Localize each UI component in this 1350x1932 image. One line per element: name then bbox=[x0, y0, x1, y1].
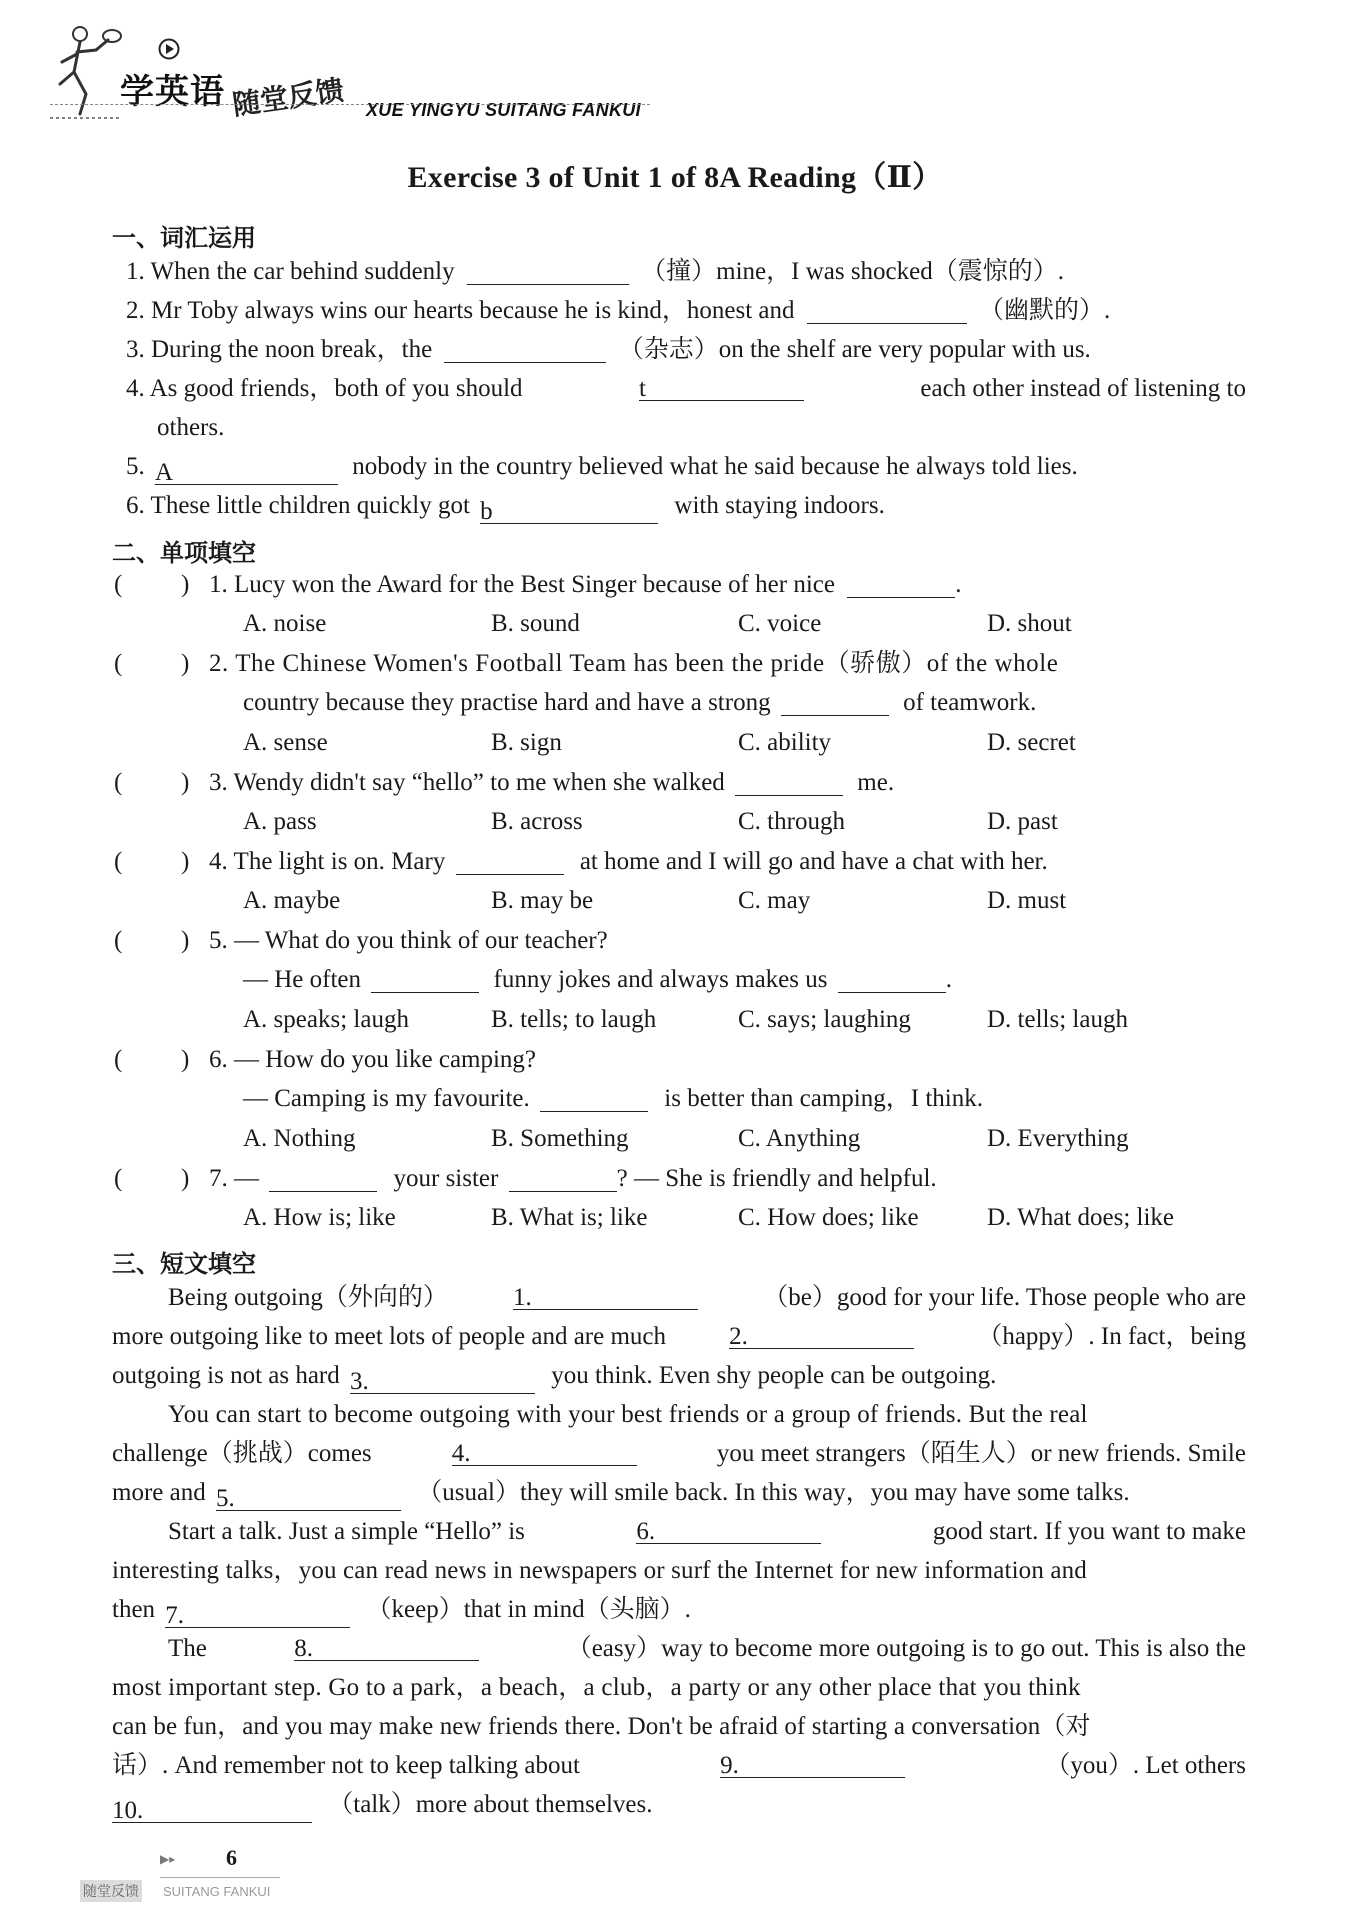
answer-paren-open: ( bbox=[114, 650, 123, 677]
brand-pinyin: XUE YINGYU SUITANG FANKUI bbox=[366, 100, 641, 120]
answer-blank[interactable] bbox=[444, 336, 606, 363]
option-d[interactable]: D. shout bbox=[987, 610, 1072, 637]
mc-question-6: 6. — How do you like camping? bbox=[209, 1046, 537, 1073]
section-heading-vocab: 一、词汇运用 bbox=[112, 224, 256, 252]
passage-text: then bbox=[112, 1596, 156, 1623]
option-c[interactable]: C. through bbox=[738, 808, 845, 835]
vocab-question-5 bbox=[126, 452, 1078, 485]
question-text: 3. During the noon break，the bbox=[126, 336, 433, 363]
passage-text: you meet strangers（陌生人）or new friends. Smile bbox=[716, 1440, 1246, 1467]
question-text: ? — She is friendly and helpful. bbox=[616, 1165, 937, 1192]
question-text: 2. Mr Toby always wins our hearts because he is kind，honest and bbox=[126, 297, 795, 324]
passage-blank-3[interactable] bbox=[350, 1367, 535, 1394]
blank-number: 6. bbox=[636, 1518, 656, 1545]
answer-blank[interactable] bbox=[467, 258, 629, 285]
passage-text: （talk）more about themselves. bbox=[328, 1791, 653, 1818]
question-text: 5. bbox=[126, 453, 145, 480]
option-b[interactable]: B. may be bbox=[491, 887, 594, 914]
page-number: 6 bbox=[226, 1845, 237, 1870]
answer-paren-open: ( bbox=[114, 1165, 123, 1192]
answer-blank[interactable] bbox=[847, 571, 955, 598]
question-text: （杂志）on the shelf are very popular with us. bbox=[618, 336, 1091, 363]
answer-paren-close: ) bbox=[181, 571, 190, 598]
answer-blank[interactable] bbox=[269, 1165, 377, 1192]
passage-text: （usual）they will smile back. In this way，you may have some talks. bbox=[417, 1479, 1130, 1506]
vocab-question-6 bbox=[126, 491, 885, 524]
mc-question-5-continued bbox=[243, 965, 952, 995]
question-text: nobody in the country believed what he said because he always told lies. bbox=[352, 453, 1078, 480]
answer-blank[interactable] bbox=[838, 966, 946, 993]
passage-text: （you）. Let others bbox=[1045, 1752, 1246, 1779]
passage-line bbox=[112, 1790, 652, 1823]
blank-number: 5. bbox=[215, 1485, 235, 1512]
mc-question-2: 2. The Chinese Women's Football Team has been the pride（骄傲）of the whole bbox=[209, 650, 1059, 677]
question-text: 3. Wendy didn't say “hello” to me when she walked bbox=[209, 769, 725, 796]
answer-blank[interactable] bbox=[735, 769, 843, 796]
passage-text: outgoing is not as hard bbox=[112, 1362, 340, 1389]
passage-text: （easy）way to become more outgoing is to go out. This is also the bbox=[566, 1635, 1246, 1662]
question-text: 1. Lucy won the Award for the Best Singer because of her nice bbox=[209, 571, 835, 598]
option-c[interactable]: C. Anything bbox=[738, 1125, 861, 1152]
footer-divider bbox=[160, 1877, 280, 1878]
passage-blank-8[interactable] bbox=[294, 1634, 479, 1661]
option-c[interactable]: C. voice bbox=[738, 610, 822, 637]
brand-title: 学英语 bbox=[120, 72, 225, 112]
brand-subtitle: 随堂反馈 bbox=[230, 73, 346, 122]
passage-text: Being outgoing（外向的） bbox=[168, 1284, 448, 1311]
answer-paren-close: ) bbox=[181, 650, 190, 677]
passage-blank-7[interactable] bbox=[165, 1601, 350, 1628]
option-d[interactable]: D. must bbox=[987, 887, 1067, 914]
passage-line: interesting talks，you can read news in newspapers or surf the Internet for new information and bbox=[112, 1557, 1087, 1584]
passage-line: most important step. Go to a park，a beach，a club，a party or any other place that you think bbox=[112, 1674, 1081, 1701]
question-text: 7. — bbox=[209, 1165, 259, 1192]
answer-blank[interactable] bbox=[807, 297, 967, 324]
answer-paren-close: ) bbox=[181, 927, 190, 954]
passage-blank-9[interactable] bbox=[720, 1751, 905, 1778]
header-banner bbox=[50, 18, 670, 128]
question-text: . bbox=[945, 966, 952, 993]
question-text: — Camping is my favourite. bbox=[243, 1085, 530, 1112]
vocab-question-3 bbox=[126, 335, 1091, 365]
mc-question-3 bbox=[209, 768, 894, 798]
blank-number: 9. bbox=[720, 1752, 739, 1779]
question-text: 4. The light is on. Mary bbox=[209, 848, 446, 875]
option-b[interactable]: B. What is; like bbox=[491, 1204, 648, 1231]
passage-text: you think. Even shy people can be outgoing. bbox=[551, 1362, 997, 1389]
blank-number: 4. bbox=[451, 1440, 471, 1467]
passage-text: 话）. And remember not to keep talking about bbox=[112, 1752, 580, 1779]
passage-text: （happy）. In fact，being bbox=[977, 1323, 1246, 1350]
blank-number: 7. bbox=[165, 1602, 185, 1629]
option-c[interactable]: C. How does; like bbox=[738, 1204, 919, 1231]
option-a[interactable]: A. speaks; laugh bbox=[243, 1006, 409, 1033]
question-text: （幽默的）. bbox=[979, 297, 1111, 324]
question-text: funny jokes and always makes us bbox=[493, 966, 828, 993]
mc-question-4 bbox=[209, 847, 1048, 877]
passage-blank-6[interactable] bbox=[636, 1517, 821, 1544]
passage-line bbox=[168, 1283, 1246, 1313]
option-a[interactable]: A. pass bbox=[243, 808, 317, 835]
answer-blank[interactable] bbox=[371, 966, 479, 993]
question-text: each other instead of listening to bbox=[920, 375, 1246, 402]
vocab-question-2 bbox=[126, 296, 1110, 326]
passage-line bbox=[112, 1322, 1246, 1352]
answer-paren-open: ( bbox=[114, 1046, 123, 1073]
runner-icon bbox=[50, 22, 130, 122]
blank-number: 1. bbox=[513, 1284, 532, 1311]
passage-text: more outgoing like to meet lots of people and are much bbox=[112, 1323, 667, 1350]
passage-blank-10[interactable] bbox=[112, 1796, 312, 1823]
answer-blank[interactable] bbox=[155, 458, 338, 485]
question-text: is better than camping，I think. bbox=[664, 1085, 983, 1112]
blank-number: 10. bbox=[112, 1797, 144, 1824]
passage-line bbox=[112, 1361, 996, 1394]
mc-question-2-continued bbox=[243, 688, 1036, 718]
question-text: your sister bbox=[393, 1165, 499, 1192]
question-text: — He often bbox=[243, 966, 362, 993]
passage-blank-1[interactable] bbox=[513, 1283, 698, 1310]
first-letter-hint: t bbox=[638, 375, 646, 402]
option-d[interactable]: D. What does; like bbox=[987, 1204, 1174, 1231]
option-b[interactable]: B. Something bbox=[491, 1125, 629, 1152]
passage-line bbox=[112, 1751, 1246, 1781]
question-text: . bbox=[955, 571, 962, 598]
answer-paren-close: ) bbox=[181, 769, 190, 796]
play-icon bbox=[158, 38, 180, 60]
passage-line bbox=[112, 1478, 1130, 1511]
answer-paren-close: ) bbox=[181, 1046, 190, 1073]
question-text: 1. When the car behind suddenly bbox=[126, 258, 455, 285]
passage-line bbox=[112, 1439, 1246, 1469]
answer-paren-open: ( bbox=[114, 848, 123, 875]
blank-number: 2. bbox=[729, 1323, 748, 1350]
passage-line: can be fun，and you may make new friends there. Don't be afraid of starting a conversation（对 bbox=[112, 1713, 1091, 1740]
answer-blank[interactable] bbox=[639, 374, 804, 401]
option-a[interactable]: A. maybe bbox=[243, 887, 341, 914]
answer-blank[interactable] bbox=[540, 1085, 648, 1112]
option-d[interactable]: D. past bbox=[987, 808, 1058, 835]
option-c[interactable]: C. says; laughing bbox=[738, 1006, 911, 1033]
option-d[interactable]: D. secret bbox=[987, 729, 1076, 756]
passage-text: Start a talk. Just a simple “Hello” is bbox=[168, 1518, 525, 1545]
passage-text: （keep）that in mind（头脑）. bbox=[366, 1596, 691, 1623]
answer-paren-close: ) bbox=[181, 848, 190, 875]
passage-text: good start. If you want to make bbox=[932, 1518, 1246, 1545]
footer-logo: 随堂反馈 bbox=[80, 1880, 142, 1902]
passage-text: more and bbox=[112, 1479, 206, 1506]
mc-question-5: 5. — What do you think of our teacher? bbox=[209, 927, 608, 954]
option-b[interactable]: B. sign bbox=[491, 729, 562, 756]
answer-paren-open: ( bbox=[114, 927, 123, 954]
arrow-icon: ▶▸ bbox=[160, 1852, 176, 1866]
passage-text: challenge（挑战）comes bbox=[112, 1440, 372, 1467]
passage-blank-4[interactable] bbox=[452, 1439, 637, 1466]
option-a[interactable]: A. Nothing bbox=[243, 1125, 356, 1152]
passage-text: （be）good for your life. Those people who are bbox=[763, 1284, 1246, 1311]
option-a[interactable]: A. sense bbox=[243, 729, 328, 756]
option-a[interactable]: A. noise bbox=[243, 610, 327, 637]
footer-pinyin: SUITANG FANKUI bbox=[163, 1884, 271, 1899]
answer-paren-close: ) bbox=[181, 1165, 190, 1192]
passage-line bbox=[168, 1517, 1246, 1547]
passage-blank-2[interactable] bbox=[729, 1322, 914, 1349]
answer-blank[interactable] bbox=[456, 848, 564, 875]
option-d[interactable]: D. Everything bbox=[987, 1125, 1129, 1152]
passage-text: The bbox=[168, 1635, 207, 1662]
question-text: 6. These little children quickly got bbox=[126, 492, 470, 519]
question-text: （撞）mine，I was shocked（震惊的）. bbox=[641, 258, 1064, 285]
answer-paren-open: ( bbox=[114, 769, 123, 796]
answer-blank[interactable] bbox=[480, 497, 658, 524]
first-letter-hint: b bbox=[480, 498, 493, 525]
answer-paren-open: ( bbox=[114, 571, 123, 598]
option-b[interactable]: B. tells; to laugh bbox=[491, 1006, 657, 1033]
mc-question-7 bbox=[209, 1164, 937, 1194]
question-text: with staying indoors. bbox=[674, 492, 885, 519]
question-text: me. bbox=[857, 769, 895, 796]
answer-blank[interactable] bbox=[781, 689, 889, 716]
section-heading-multiple-choice: 二、单项填空 bbox=[112, 539, 256, 567]
passage-line bbox=[168, 1634, 1246, 1664]
mc-question-6-continued bbox=[243, 1084, 983, 1114]
blank-number: 3. bbox=[350, 1368, 369, 1395]
question-text: at home and I will go and have a chat with her. bbox=[579, 848, 1048, 875]
passage-line: You can start to become outgoing with your best friends or a group of friends. But the real bbox=[168, 1401, 1088, 1428]
option-b[interactable]: B. sound bbox=[491, 610, 580, 637]
mc-question-1 bbox=[209, 570, 961, 600]
page-title: Exercise 3 of Unit 1 of 8A Reading（Ⅱ） bbox=[407, 161, 943, 194]
answer-blank[interactable] bbox=[509, 1165, 617, 1192]
option-c[interactable]: C. may bbox=[738, 887, 811, 914]
vocab-question-4 bbox=[126, 374, 1246, 404]
vocab-question-1 bbox=[126, 257, 1064, 287]
passage-blank-5[interactable] bbox=[216, 1484, 401, 1511]
question-text: 4. As good friends，both of you should bbox=[126, 375, 523, 402]
blank-number: 8. bbox=[294, 1635, 314, 1662]
passage-line bbox=[112, 1595, 691, 1628]
question-text: country because they practise hard and have a strong bbox=[243, 689, 771, 716]
question-text: of teamwork. bbox=[903, 689, 1037, 716]
option-a[interactable]: A. How is; like bbox=[243, 1204, 396, 1231]
option-c[interactable]: C. ability bbox=[738, 729, 832, 756]
first-letter-hint: A bbox=[155, 459, 174, 486]
option-d[interactable]: D. tells; laugh bbox=[987, 1006, 1128, 1033]
option-b[interactable]: B. across bbox=[491, 808, 583, 835]
section-heading-cloze: 三、短文填空 bbox=[112, 1250, 256, 1278]
header-divider bbox=[50, 104, 650, 105]
vocab-question-4-continued: others. bbox=[157, 414, 225, 441]
